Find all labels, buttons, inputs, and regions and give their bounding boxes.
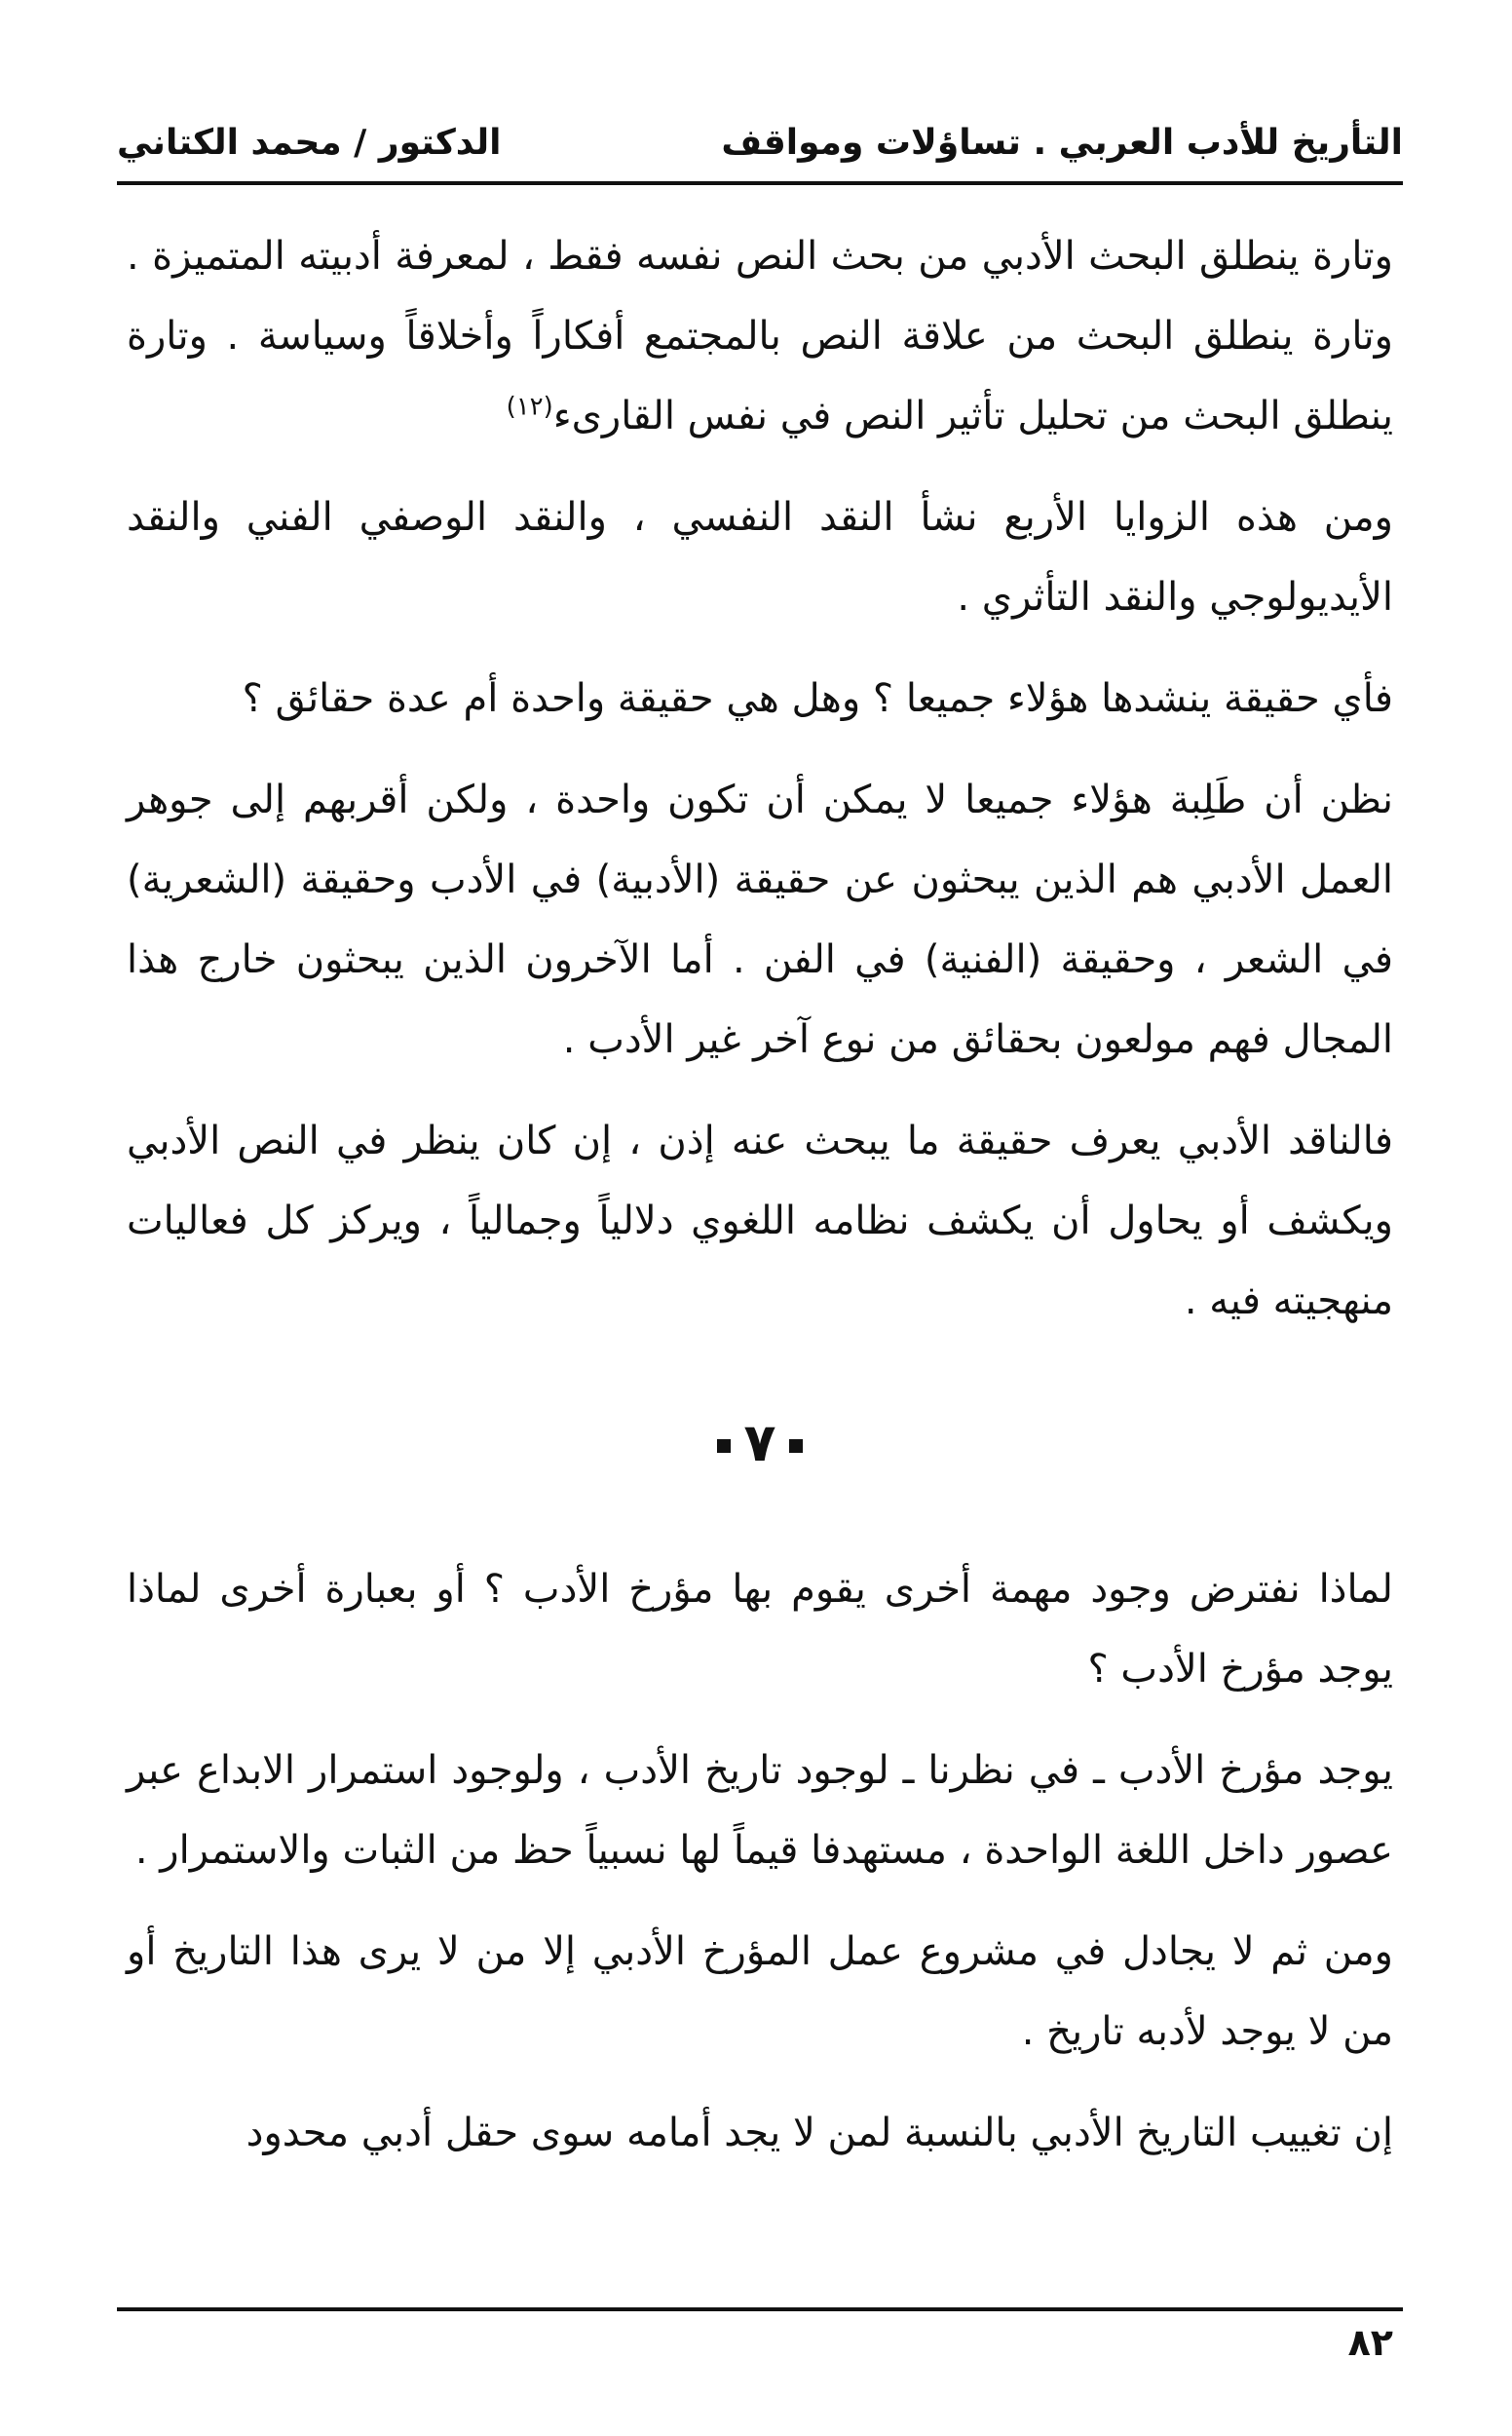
paragraph: ومن ثم لا يجادل في مشروع عمل المؤرخ الأدبي إلا من لا يرى هذا التاريخ أو من لا يوجد لأدبه تاريخ . bbox=[127, 1929, 1393, 2054]
square-bullet-icon bbox=[789, 1439, 803, 1453]
paragraph: ومن هذه الزوايا الأربع نشأ النقد النفسي ، والنقد الوصفي الفني والنقد الأيديولوجي والنقد التأثري . bbox=[127, 495, 1393, 620]
footer-rule bbox=[117, 2307, 1403, 2311]
paragraph-text: وتارة ينطلق البحث الأدبي من بحث النص نفسه فقط ، لمعرفة أدبيته المتميزة . وتارة ينطلق البحث من علاقة النص بالمجتمع أفكاراً وأخلاقاً وسياسة . وتارة ينطلق البحث من تحليل تأثير النص في نفس القارىء bbox=[127, 234, 1393, 438]
square-bullet-icon bbox=[717, 1439, 731, 1453]
running-header-author: الدكتور / محمد الكتاني bbox=[117, 123, 502, 163]
header-rule bbox=[117, 181, 1403, 185]
running-header bbox=[117, 115, 1403, 173]
page-number: ٨٢ bbox=[1347, 2321, 1393, 2364]
body-text bbox=[127, 216, 1393, 2194]
paragraph: يوجد مؤرخ الأدب ـ في نظرنا ـ لوجود تاريخ الأدب ، ولوجود استمرار الابداع عبر عصور داخل اللغة الواحدة ، مستهدفا قيماً لها نسبياً حظ من الثبات والاستمرار . bbox=[127, 1748, 1393, 1873]
paragraph: لماذا نفترض وجود مهمة أخرى يقوم بها مؤرخ الأدب ؟ أو بعبارة أخرى لماذا يوجد مؤرخ الأدب ؟ bbox=[127, 1567, 1393, 1692]
section-number bbox=[127, 1409, 1393, 1477]
section-number-value: ٧ bbox=[743, 1412, 776, 1473]
paragraph: نظن أن طَلِبة هؤلاء جميعا لا يمكن أن تكون واحدة ، ولكن أقربهم إلى جوهر العمل الأدبي هم الذين يبحثون عن حقيقة (الأدبية) في الأدب وحقيقة (الشعرية) في الشعر ، وحقيقة (الفنية) في الفن . أما الآخرون الذين يبحثون خارج هذا المجال فهم مولعون بحقائق من نوع آخر غير الأدب . bbox=[127, 778, 1393, 1062]
footnote-reference: (١٢) bbox=[506, 392, 553, 422]
running-header-book-title: التأريخ للأدب العربي . تساؤلات ومواقف bbox=[721, 123, 1403, 163]
paragraph: إن تغييب التاريخ الأدبي بالنسبة لمن لا يجد أمامه سوى حقل أدبي محدود bbox=[246, 2111, 1393, 2155]
paragraph bbox=[127, 216, 1393, 456]
paragraph: فأي حقيقة ينشدها هؤلاء جميعا ؟ وهل هي حقيقة واحدة أم عدة حقائق ؟ bbox=[242, 676, 1393, 721]
paragraph: فالناقد الأدبي يعرف حقيقة ما يبحث عنه إذن ، إن كان ينظر في النص الأدبي ويكشف أو يحاول أن يكشف نظامه اللغوي دلالياً وجمالياً ، ويركز كل فعاليات منهجيته فيه . bbox=[127, 1119, 1393, 1323]
